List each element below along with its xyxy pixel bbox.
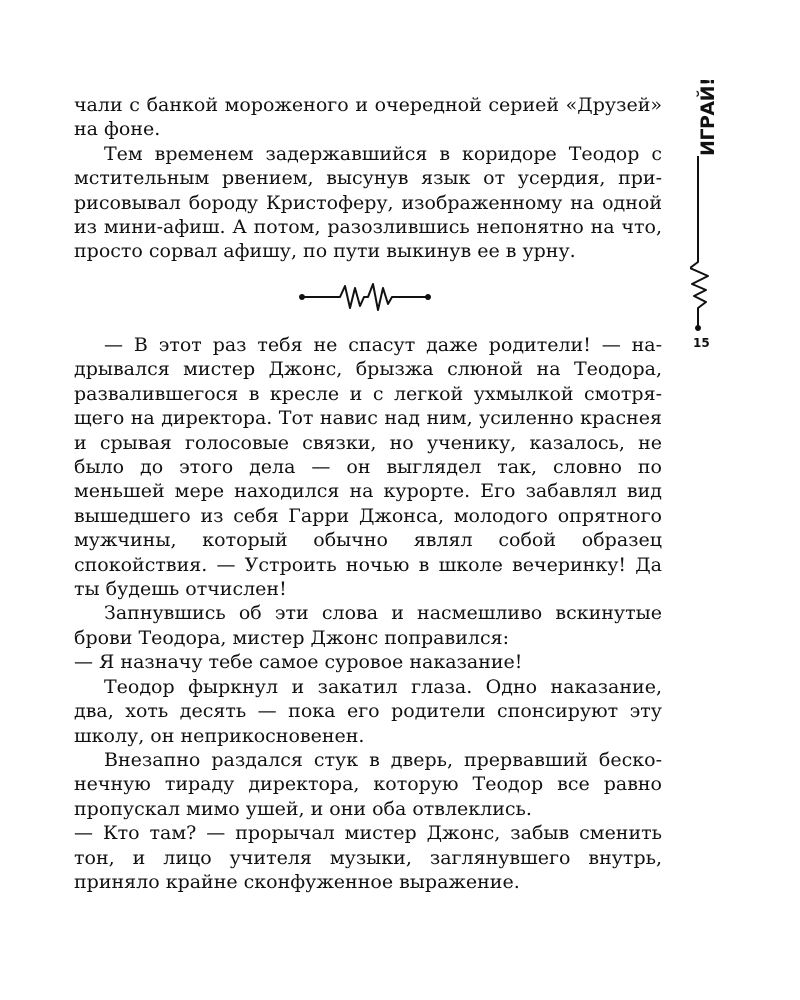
paragraph: Тем временем задержавшийся в коридоре Теодор с мстительным рвением, высунув язык от усердия, пририсовывал бороду Кристоферу, изображенному на одной из мини-афиш. А потом, разозлившись непонятно на что, просто сорвал афишу, по пути выкинув ее в урну. bbox=[74, 142, 662, 263]
paragraph: — В этот раз тебя не спасут даже родители! — надрывался мистер Джонс, брызжа слюной на Теодора, развалившегося в кресле и с легкой ухмылкой смотрящего на директора. Тот навис над ним, усиленно краснея и срывая голосовые связки, но ученику, казалось, не было до этого дела — он выглядел так, словно по меньшей мере находился на курорте. Его забавлял вид вышедшего из себя Гарри Джонса, молодого опрятного мужчины, который обычно являл собой образец спокойствия. — Устроить ночью в школе вечеринку! Да ты будешь отчислен! bbox=[74, 334, 662, 601]
paragraph: — Кто там? — прорычал мистер Джонс, забыв сменить тон, и лицо учителя музыки, заглянувшего внутрь, приняло крайне сконфуженное выражение. bbox=[74, 822, 662, 893]
top-text-block bbox=[74, 93, 662, 264]
heartbeat-divider-icon bbox=[298, 280, 432, 314]
running-title: ИГРАЙ! bbox=[697, 77, 719, 156]
paragraph: Внезапно раздался стук в дверь, прервавший бесконечную тираду директора, которую Теодор все равно пропускал мимо ушей, и они оба отвлеклись. bbox=[74, 748, 662, 820]
side-heartbeat-line-icon bbox=[690, 90, 720, 340]
paragraph: чали с банкой мороженого и очередной серией «Друзей» на фоне. bbox=[74, 94, 662, 141]
paragraph: — Я назначу тебе самое суровое наказание! bbox=[74, 651, 523, 674]
page-number: 15 bbox=[693, 336, 710, 350]
paragraph: Теодор фыркнул и закатил глаза. Одно наказание, два, хоть десять — пока его родители спонсируют эту школу, он неприкосновенен. bbox=[74, 675, 662, 747]
main-text-block bbox=[74, 333, 662, 894]
paragraph: Запнувшись об эти слова и насмешливо вскинутые брови Теодора, мистер Джонс поправился: bbox=[74, 602, 662, 649]
